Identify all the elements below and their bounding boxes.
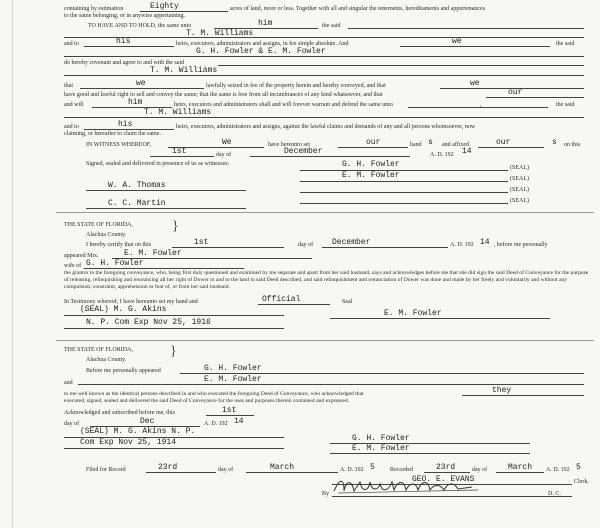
ack2-and: and <box>64 380 73 386</box>
ack2-brace: } <box>170 344 177 359</box>
ack1-official: Official <box>262 295 301 304</box>
signer-1-line <box>300 170 508 171</box>
witness-on-this: on this <box>564 142 581 148</box>
ack1-notary: (SEAL) M. G. Akins <box>80 305 167 314</box>
covenant-text: do hereby covenant and agree to and with the said <box>64 60 185 66</box>
ack1-state: THE STATE OF FLORIDA, <box>64 222 133 228</box>
ack2-they-underline <box>462 395 584 396</box>
ack1-signature-line <box>330 318 550 319</box>
witness-ad: A. D. 192 <box>430 152 454 158</box>
signer-2-name: E. M. Fowler <box>342 171 400 180</box>
habendum-text: TO HAVE AND TO HOLD, the same unto <box>88 23 192 29</box>
good-right-clause: have good and lawful right to sell and convey the same; that the same is free from all incumbrances of any kind whatsoever, and that <box>64 92 383 98</box>
ack1-seal-word: Seal <box>342 299 353 305</box>
witness-our-1: our <box>366 138 381 147</box>
and-will-text: and will <box>64 102 84 108</box>
and-to-2: and to <box>64 124 79 130</box>
ack1-notary-line <box>64 315 284 316</box>
witness-month-underline <box>250 156 410 157</box>
signer-1-name: G. H. Fowler <box>342 160 400 169</box>
ack1-day-underline <box>172 247 284 248</box>
witness-1-line <box>86 190 246 191</box>
ack2-signer-2-line <box>330 453 530 454</box>
ack1-before: , before me personally <box>494 242 548 248</box>
we-1-underline <box>400 46 550 47</box>
filed-month-underline <box>246 472 338 473</box>
covenant-underline <box>218 65 584 66</box>
witness-year: 14 <box>462 147 472 156</box>
ack2-state: THE STATE OF FLORIDA, <box>64 347 133 353</box>
acres-value: Eighty <box>150 2 179 11</box>
ack1-day: 1st <box>194 238 209 247</box>
ack2-signer-2: E. M. Fowler <box>352 444 410 453</box>
ack1-appeared: appeared Mrs. <box>64 253 99 259</box>
witness-our-2: our <box>496 138 511 147</box>
recorded-year: 5 <box>576 463 581 472</box>
by-label: By <box>322 491 330 497</box>
the-said-2: the said <box>556 41 575 47</box>
grantee-name-2: T. M. Williams <box>150 66 218 75</box>
clerk-name: GEO. E. EVANS <box>412 475 475 484</box>
filed-ad: A. D. 192 <box>340 467 364 473</box>
recorded-month-underline <box>496 472 544 473</box>
ack1-body: the grantor in the foregoing conveyance, who, being first duly questioned and examined by me separate and apart from her said husband, says and acknowledges before me that she did sign the said Deed of Conveyance for the purpose of releasing, relinquishing and renouncing all her right of Dower in and to the land in said Deed described, and said relinquishment and renunciation of Dower was done and made by her freely and voluntarily and without any compulsion, constraint, apprehension or fear of, or from her said husband. <box>64 270 589 290</box>
ack1-ad: A. D. 192 <box>450 242 474 248</box>
filed-month: March <box>270 463 295 472</box>
ack1-month-underline <box>322 247 448 248</box>
grantee-3-underline <box>64 117 584 118</box>
his-1-underline <box>84 46 174 47</box>
we-2: we <box>136 79 146 88</box>
witness-month: December <box>284 147 323 156</box>
margin-line <box>12 0 13 528</box>
witness-s-1: s <box>428 138 433 147</box>
clerk-label: Clerk. <box>574 479 589 485</box>
ack1-husband-underline <box>84 268 244 269</box>
grantee-name: T. M. Williams <box>186 29 254 38</box>
him-1: him <box>258 19 273 28</box>
witness-s-2: s <box>552 138 557 147</box>
recorded-ad: A. D. 192 <box>546 467 570 473</box>
filed-day-underline <box>146 472 216 473</box>
ack1-name: E. M. Fowler <box>124 249 182 258</box>
that-text: that <box>64 83 73 89</box>
ack2-day: 1st <box>222 406 237 415</box>
we-3: we <box>470 79 480 88</box>
acres-underline <box>140 11 228 12</box>
witness-day-of: day of <box>216 152 232 158</box>
comma: , <box>480 102 482 108</box>
grantee-name-3: T. M. Williams <box>144 108 212 117</box>
his-1: his <box>116 37 131 46</box>
ack2-notary: (SEAL) M. G. Akins N. P. <box>80 427 196 436</box>
and-to-1: and to <box>64 41 79 47</box>
ack1-certify: I hereby certify that on this <box>86 242 152 248</box>
ack1-month: December <box>332 238 371 247</box>
ack2-they: they <box>492 386 512 395</box>
warrant-underline <box>408 107 548 108</box>
appertaining-text: to the same belonging, or in anywise appertaining. <box>64 13 186 19</box>
acres-clause: acres of land, more or less. Together with all and singular the tenements, hereditaments and appurtenances <box>230 6 486 12</box>
deputy-clerk-signature <box>332 476 482 496</box>
witness-1-name: W. A. Thomas <box>108 181 166 190</box>
ack1-official-underline <box>258 304 330 305</box>
ack1-commission: N. P. Com Exp Nov 25, 1916 <box>86 318 211 327</box>
ack2-name-1: G. H. Fowler <box>204 364 262 373</box>
witness-our-1-underline <box>338 147 408 148</box>
witness-affixed: and affixed <box>442 142 470 148</box>
section-divider-1 <box>56 212 594 213</box>
ack2-day-of: day of <box>64 421 80 427</box>
his-2: his <box>118 120 133 129</box>
witness-we: We <box>222 138 232 147</box>
filed-year: 5 <box>370 463 375 472</box>
ack1-day-of: day of <box>298 242 314 248</box>
ack1-wife-of: wife of <box>64 263 82 269</box>
recorded-month: March <box>508 463 533 472</box>
ack2-county: Alachua County. <box>86 357 127 363</box>
filed-day-of: day of <box>218 467 234 473</box>
claims-line-2: claiming, or hereafter to claim the same. <box>64 131 161 137</box>
dc-label: D. C. <box>548 491 561 497</box>
witness-2-line <box>86 208 246 209</box>
seal-2: (SEAL) <box>510 176 529 182</box>
ack2-month: Dec <box>140 417 155 426</box>
witness-day: 1st <box>172 147 187 156</box>
signer-2-line <box>300 181 508 182</box>
his-2-underline <box>84 129 174 130</box>
our-1-underline <box>486 97 584 98</box>
recorded-day: 23rd <box>436 463 456 472</box>
signer-4-line <box>300 203 508 204</box>
seal-1: (SEAL) <box>510 165 529 171</box>
witness-2-name: C. C. Martin <box>108 199 166 208</box>
grantee-underline <box>64 37 584 38</box>
ack2-name-1-underline <box>180 373 584 374</box>
witness-day-underline <box>150 156 214 157</box>
witness-intro: IN WITNESS WHEREOF, <box>86 142 152 148</box>
ack2-signer-1: G. H. Fowler <box>352 434 410 443</box>
the-said-3: the said <box>556 102 575 108</box>
signed-sealed-text: Signed, sealed and delivered in presence of us as witnesses: <box>86 161 230 167</box>
the-said-1-underline <box>348 28 584 29</box>
claims-clause: heirs, executors, administrators and assigns, against the lawful claims and demands of any and all persons whomsoever, now <box>176 124 476 130</box>
ack2-day-underline <box>206 415 254 416</box>
ack1-commission-line <box>64 328 284 329</box>
ack2-subscribed: Acknowledged and subscribed before me, this <box>64 410 175 416</box>
witness-hand: hand <box>410 142 422 148</box>
ack2-body: to me well known as the identical persons described in and who executed the foregoing Deed of Conveyance, who acknowledged that <box>64 391 364 397</box>
seal-4: (SEAL) <box>510 198 529 204</box>
ack2-ad: A. D. 192 <box>204 421 228 427</box>
estimation-text: containing by estimation <box>64 6 124 12</box>
recorded-day-underline <box>424 472 470 473</box>
ack2-body-2: executed, signed, sealed and delivered the said Deed of Conveyance for the uses and purposes therein contained and expressed. <box>64 398 350 404</box>
we-2-underline <box>80 88 204 89</box>
witness-our-2-underline <box>478 147 544 148</box>
our-1: our <box>508 88 523 97</box>
grantors-underline <box>64 56 584 57</box>
heirs-clause: heirs, executors, administrators and assigns, in fee simple absolute. And <box>176 41 349 47</box>
ack2-name-2: E. M. Fowler <box>204 375 262 384</box>
ack1-husband: G. H. Fowler <box>86 259 144 268</box>
ack1-county: Alachua County. <box>86 232 127 238</box>
signer-3-line <box>300 192 508 193</box>
ack2-year: 14 <box>234 417 244 426</box>
ack1-year: 14 <box>480 238 490 247</box>
recorded-text: Recorded <box>390 467 413 473</box>
grantee-2-underline <box>64 75 584 76</box>
ack1-testimony: In Testimony whereof, I have hereunto set my hand and <box>64 299 198 305</box>
grantors-name: G. H. Fowler & E. M. Fowler <box>196 47 326 56</box>
filed-day: 23rd <box>158 463 178 472</box>
him-2: him <box>128 98 143 107</box>
we-1: we <box>452 37 462 46</box>
ack1-brace: } <box>172 219 179 234</box>
seal-3: (SEAL) <box>510 187 529 193</box>
recorded-day-of: day of <box>472 467 488 473</box>
deputy-line <box>332 496 572 497</box>
ack2-commission: Com Exp Nov 25, 1914 <box>80 438 177 447</box>
section-divider-2 <box>56 340 594 341</box>
ack1-signature: E. M. Fowler <box>384 309 442 318</box>
witness-hereunto: have hereunto set <box>268 142 310 148</box>
ack2-name-2-underline <box>78 384 584 385</box>
the-said-1: the said <box>322 23 341 29</box>
seized-clause: lawfully seized in fee of the property herein and hereby conveyed, and that <box>206 83 386 89</box>
ack2-before-me: Before me personally appeared <box>86 368 161 374</box>
filed-text: Filed for Record <box>86 467 126 473</box>
ack2-commission-line <box>64 448 284 449</box>
warrant-clause: heirs, executors and administrators shall and will forever warrant and defend the same unto <box>174 102 393 108</box>
